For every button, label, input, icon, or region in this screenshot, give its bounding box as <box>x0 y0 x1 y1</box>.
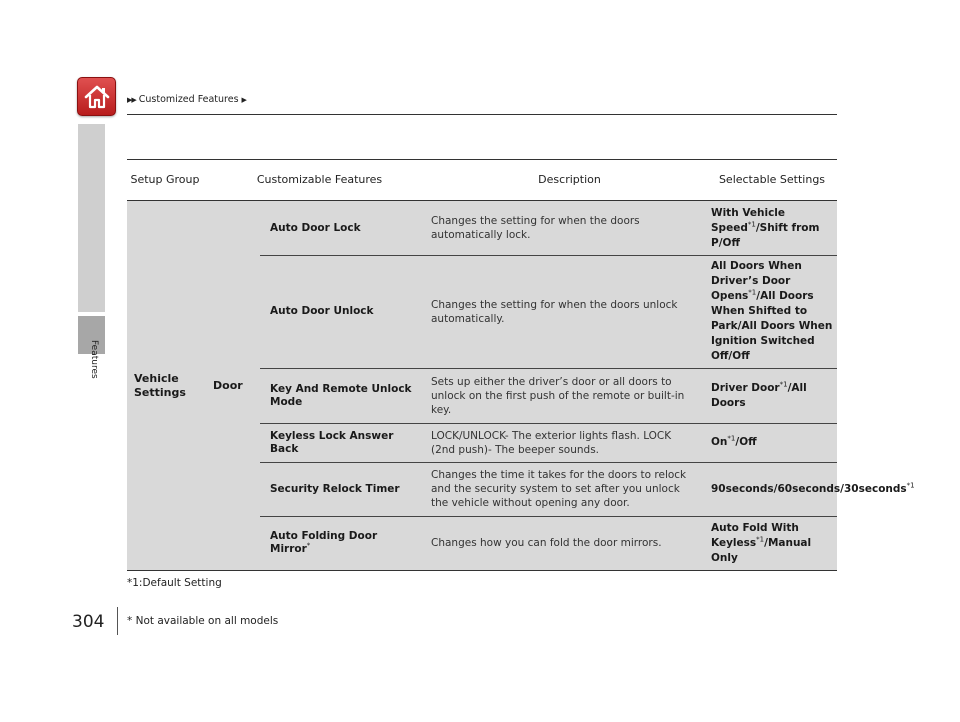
feature-settings: With Vehicle Speed$^{*1}$/Shift from P/Off <box>711 206 820 249</box>
breadcrumb-link-customized-features[interactable]: Customized Features <box>138 94 239 105</box>
feature-description: Sets up either the driver’s door or all doors to unlock on the first push of the remote or built-in key. <box>431 375 685 416</box>
feature-name: Key And Remote Unlock Mode <box>270 382 412 408</box>
table-header <box>127 159 837 201</box>
footnote-not-available: * Not available on all models <box>127 615 279 627</box>
side-tab-label: Features <box>89 340 99 379</box>
feature-name: Auto Door Lock <box>270 221 361 234</box>
table-row <box>260 516 837 570</box>
feature-name: Security Relock Timer <box>270 482 400 495</box>
page-number: 304 <box>72 612 105 632</box>
customized-features-table <box>127 159 915 571</box>
breadcrumb-arrows: ▶▶ <box>127 96 136 104</box>
home-icon <box>83 84 111 110</box>
side-tab-upper <box>78 124 105 312</box>
feature-description: Changes the time it takes for the doors to relock and the security system to set after you unlock the vehicle without opening any door. <box>431 469 687 509</box>
header-selectable-settings: Selectable Settings <box>718 173 826 186</box>
feature-name: Auto Folding Door Mirror* <box>270 530 378 555</box>
feature-settings: All Doors When Driver’s Door Opens$^{*1}$/All Doors When Shifted to Park/All Doors When Ignition Switched Off/Off <box>711 260 833 362</box>
table-row <box>260 462 915 517</box>
subgroup-door: Door <box>213 379 243 392</box>
header-rule <box>127 114 837 115</box>
header-setup-group: Setup Group <box>130 173 200 186</box>
feature-settings: 90seconds/60seconds/30seconds$^{*1}$ <box>711 481 915 495</box>
breadcrumb <box>127 94 247 105</box>
footnote-default-setting: *1:Default Setting <box>127 577 222 589</box>
header-customizable-features: Customizable Features <box>256 173 383 186</box>
feature-description: Changes the setting for when the doors automatically lock. <box>431 215 640 241</box>
header-description: Description <box>538 173 601 186</box>
table-row <box>260 255 837 369</box>
feature-settings: On$^{*1}$/Off <box>711 434 757 448</box>
feature-description: LOCK/UNLOCK- The exterior lights flash. LOCK (2nd push)- The beeper sounds. <box>431 429 672 456</box>
feature-description: Changes how you can fold the door mirrors. <box>431 537 662 549</box>
feature-name: Keyless Lock Answer Back <box>270 429 394 455</box>
group-vehicle-settings: Vehicle Settings <box>134 371 186 399</box>
feature-description: Changes the setting for when the doors unlock automatically. <box>431 298 678 325</box>
home-button[interactable] <box>77 77 116 116</box>
table-body <box>127 201 915 571</box>
table-row <box>260 201 837 256</box>
table-row <box>260 368 837 424</box>
feature-settings: Driver Door$^{*1}$/All Doors <box>711 380 807 409</box>
breadcrumb-trail-arrow: ▶ <box>241 96 247 104</box>
feature-settings: Auto Fold With Keyless$^{*1}$/Manual Only <box>711 521 812 564</box>
feature-name: Auto Door Unlock <box>270 305 374 317</box>
table-row <box>260 423 837 463</box>
footnote-divider <box>117 607 118 635</box>
